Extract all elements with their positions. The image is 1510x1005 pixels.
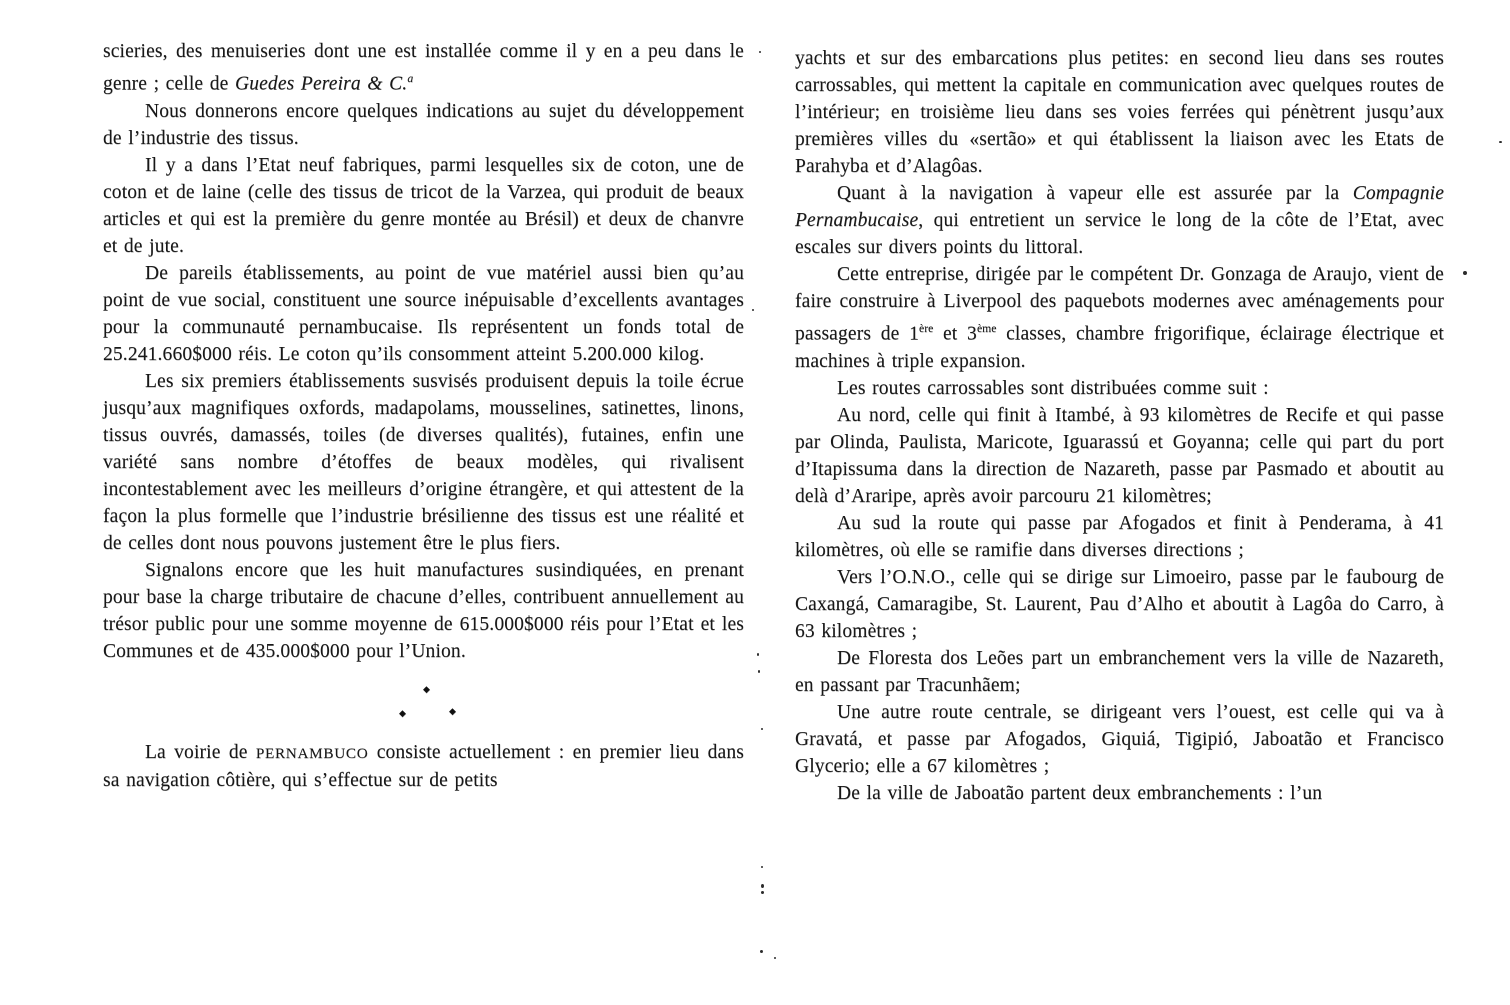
text-segment-italic: Compagnie Pernambucaise	[795, 183, 1444, 231]
scan-speck	[752, 309, 754, 311]
text-segment: classes, chambre frigorifique, éclairage électrique et machines à triple expansion.	[795, 323, 1444, 372]
paragraph	[795, 45, 1444, 180]
scan-speck	[761, 891, 764, 894]
text-segment: De la ville de Jaboatão partent deux embranchements : l’un	[837, 782, 1323, 804]
text-segment: Il y a dans l’Etat neuf fabriques, parmi lesquelles six de coton, une de coton et de laine (celle des tissus de tricot de la Varzea, qui produit de beaux articles et qui est la première du genre montée au Brésil) et deux de chanvre et de jute.	[103, 154, 744, 257]
text-segment: La voirie de	[145, 741, 256, 763]
paragraph	[795, 780, 1444, 807]
column-left	[103, 38, 744, 794]
text-segment: Au nord, celle qui finit à Itambé, à 93 kilomètres de Recife et qui passe par Olinda, Paulista, Maricote, Iguarassú et Goyanna; celle qui part du port d’Itapissuma dans la direction de Nazareth, passe par Pasmado et aboutit au delà d’Araripe, après avoir parcouru 21 kilomètres;	[795, 404, 1444, 507]
scan-speck	[758, 670, 760, 673]
scan-speck	[761, 866, 763, 868]
paragraph	[795, 375, 1444, 402]
paragraph	[795, 699, 1444, 780]
text-segment: De Floresta dos Leões part un embranchement vers la ville de Nazareth, en passant par Tracunhãem;	[795, 647, 1444, 696]
asterism-dot: ◆	[449, 705, 457, 716]
text-segment: Une autre route centrale, se dirigeant vers l’ouest, est celle qui va à Gravatá, et passe par Afogados, Giquiá, Tigipió, Jaboatão et Francisco Glycerio; elle a 67 kilomètres ;	[795, 701, 1444, 777]
scan-speck	[759, 51, 761, 53]
scan-speck	[774, 957, 776, 959]
paragraph	[103, 368, 744, 557]
paragraph	[103, 38, 744, 98]
text-segment-italic: Guedes Pereira & C.	[234, 73, 408, 95]
scan-speck	[761, 884, 764, 888]
text-segment: Au sud la route qui passe par Afogados et finit à Penderama, à 41 kilomètres, où elle se ramifie dans diverses directions ;	[795, 512, 1444, 561]
text-segment: Les six premiers établissements susvisés produisent depuis la toile écrue jusqu’aux magnifiques oxfords, madapolams, mousselines, satinettes, linons, tissus ouvrés, damassés, toiles (de diverses qualités), futaines, enfin une variété sans nombre d’étoffes de beaux modèles, qui rivalisent incontestablement avec les meilleurs d’origine étrangère, et qui attestent de la façon la plus formelle que l’industrie brésilienne des tissus est une réalité et de celles dont nous pouvons justement être le plus fiers.	[103, 370, 744, 554]
asterism-dot: ◆	[423, 683, 431, 694]
column-right	[795, 45, 1444, 807]
scan-speck	[757, 653, 759, 656]
paragraph	[795, 510, 1444, 564]
text-segment: scieries, des menuiseries dont une est installée comme il y en a peu dans le genre ; celle de	[103, 41, 744, 95]
scan-speck	[1499, 141, 1502, 143]
text-segment: Les routes carrossables sont distribuées comme suit :	[837, 377, 1269, 399]
paragraph	[795, 645, 1444, 699]
asterism-divider	[103, 681, 744, 731]
scan-speck	[1463, 271, 1467, 275]
text-segment: Vers l’O.N.O., celle qui se dirige sur Limoeiro, passe par le faubourg de Caxangá, Camaragibe, St. Laurent, Pau d’Alho et aboutit à Lagôa do Carro, à 63 kilomètres ;	[795, 566, 1444, 642]
paragraph	[795, 261, 1444, 375]
text-segment: Quant à la navigation à vapeur elle est assurée par la	[837, 183, 1353, 204]
text-segment: consiste actuellement : en premier lieu dans sa navigation côtière, qui s’effectue sur de petits	[103, 741, 744, 791]
asterism-dot: ◆	[399, 707, 407, 718]
scan-speck	[760, 950, 763, 953]
paragraph	[103, 739, 744, 794]
text-segment: Cette entreprise, dirigée par le compétent Dr. Gonzaga de Araujo, vient de faire construire à Liverpool des paquebots modernes avec aménagements pour passagers de 1	[795, 264, 1444, 345]
text-segment: De pareils établissements, au point de vue matériel aussi bien qu’au point de vue social, constituent une source inépuisable d’excellents avantages pour la communauté pernambucaise. Ils représentent un fonds total de 25.241.660$000 réis. Le coton qu’ils consomment atteint 5.200.000 kilog.	[103, 262, 744, 365]
text-segment: et 3	[933, 323, 977, 345]
text-segment-sup: ère	[919, 322, 934, 335]
paragraph	[103, 260, 744, 368]
paragraph	[103, 98, 744, 152]
text-segment: , qui entretient un service le long de la côte de l’Etat, avec escales sur divers points du littoral.	[795, 210, 1444, 258]
text-segment-italic-sup: a	[407, 72, 414, 85]
scan-speck	[761, 728, 763, 730]
paragraph	[103, 152, 744, 260]
text-segment-smallcaps: PERNAMBUCO	[255, 744, 369, 762]
text-segment: yachts et sur des embarcations plus petites: en second lieu dans ses routes carrossables, qui mettent la capitale en communication avec quelques routes de l’intérieur; en troisième lieu dans ses voies ferrées qui pénètrent jusqu’aux premières villes du «sertão» et qui établissent la liaison avec les Etats de Parahyba et d’Alagôas.	[795, 48, 1444, 177]
text-segment: Signalons encore que les huit manufactures susindiquées, en prenant pour base la charge tributaire de chacune d’elles, contribuent annuellement au trésor public pour une somme moyenne de 615.000$000 réis pour l’Etat et les Communes et de 435.000$000 pour l’Union.	[103, 559, 744, 662]
paragraph	[795, 402, 1444, 510]
text-segment: Nous donnerons encore quelques indications au sujet du développement de l’industrie des tissus.	[103, 100, 744, 149]
paragraph	[795, 180, 1444, 261]
text-segment-sup: ème	[976, 322, 997, 335]
paragraph	[103, 557, 744, 665]
paragraph	[795, 564, 1444, 645]
